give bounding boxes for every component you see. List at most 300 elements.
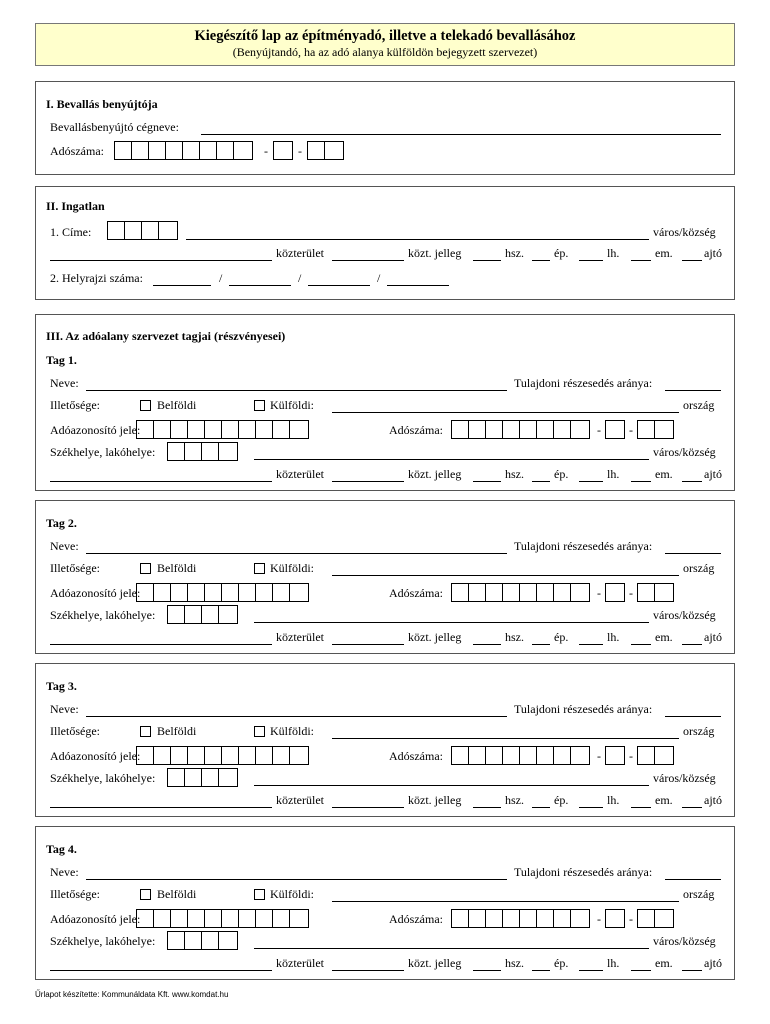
tax-number-county-boxes[interactable]: [637, 909, 674, 928]
digit-cell[interactable]: [571, 910, 588, 927]
digit-cell[interactable]: [256, 747, 273, 764]
digit-cell[interactable]: [132, 142, 149, 159]
seat-label: Székhelye, lakóhelye:: [50, 445, 156, 459]
tax-id-label: Adóazonosító jele:: [50, 423, 141, 437]
seat-city-field[interactable]: [254, 948, 649, 949]
country-field[interactable]: [332, 901, 679, 902]
digit-cell[interactable]: [273, 584, 290, 601]
ownership-share-field[interactable]: [665, 390, 721, 391]
form-title: Kiegészítő lap az építményadó, illetve a telekadó bevallásához: [194, 28, 576, 44]
digit-cell[interactable]: [188, 747, 205, 764]
digit-cell[interactable]: [537, 747, 554, 764]
stair-label: lh.: [607, 246, 620, 260]
tax-number-base-boxes[interactable]: [114, 141, 253, 160]
house-number-field[interactable]: [473, 481, 501, 482]
digit-cell[interactable]: [655, 910, 672, 927]
digit-cell[interactable]: [185, 606, 202, 623]
digit-cell[interactable]: [655, 747, 672, 764]
ownership-share-label: Tulajdoni részesedés aránya:: [514, 376, 653, 390]
tax-number-vat-box[interactable]: [605, 746, 625, 765]
digit-cell[interactable]: [503, 747, 520, 764]
tax-number-vat-box[interactable]: [273, 141, 293, 160]
tax-number-dash: -: [597, 586, 601, 600]
stair-field[interactable]: [579, 260, 603, 261]
house-number-label: hsz.: [505, 246, 524, 260]
digit-cell[interactable]: [325, 142, 342, 159]
foreign-label: Külföldi:: [270, 887, 314, 901]
tax-number-dash: -: [629, 586, 633, 600]
street-name-field[interactable]: [50, 481, 272, 482]
section-title: II. Ingatlan: [46, 199, 105, 213]
digit-cell[interactable]: [239, 747, 256, 764]
domestic-checkbox[interactable]: [140, 400, 151, 411]
floor-label: em.: [655, 956, 673, 970]
digit-cell[interactable]: [308, 142, 325, 159]
member-title: Tag 2.: [46, 516, 77, 530]
house-number-label: hsz.: [505, 630, 524, 644]
street-label: közterület: [276, 246, 324, 260]
ownership-share-label: Tulajdoni részesedés aránya:: [514, 539, 653, 553]
member-name-label: Neve:: [50, 539, 79, 553]
foreign-label: Külföldi:: [270, 398, 314, 412]
street-name-field[interactable]: [50, 807, 272, 808]
floor-field[interactable]: [631, 481, 651, 482]
digit-cell[interactable]: [222, 910, 239, 927]
digit-cell[interactable]: [571, 747, 588, 764]
tax-number-vat-box[interactable]: [605, 909, 625, 928]
city-suffix: város/község: [653, 225, 716, 239]
digit-cell[interactable]: [274, 142, 291, 159]
digit-cell[interactable]: [202, 769, 219, 786]
tax-number-dash: -: [597, 423, 601, 437]
digit-cell[interactable]: [185, 769, 202, 786]
digit-cell[interactable]: [137, 747, 154, 764]
form-header: [35, 23, 735, 66]
digit-cell[interactable]: [219, 443, 236, 460]
member-panel: [35, 500, 735, 654]
door-label: ajtó: [704, 630, 722, 644]
stair-field[interactable]: [579, 807, 603, 808]
member-panel: [35, 826, 735, 980]
plot-number-field[interactable]: [308, 285, 370, 286]
tax-id-label: Adóazonosító jele:: [50, 749, 141, 763]
street-name-field[interactable]: [50, 260, 272, 261]
digit-cell[interactable]: [154, 584, 171, 601]
digit-cell[interactable]: [486, 747, 503, 764]
postal-code-boxes[interactable]: [167, 931, 238, 950]
stair-label: lh.: [607, 630, 620, 644]
building-field[interactable]: [532, 970, 550, 971]
digit-cell[interactable]: [452, 910, 469, 927]
house-number-field[interactable]: [473, 807, 501, 808]
digit-cell[interactable]: [205, 910, 222, 927]
foreign-label: Külföldi:: [270, 724, 314, 738]
seat-city-field[interactable]: [254, 459, 649, 460]
street-type-field[interactable]: [332, 807, 404, 808]
digit-cell[interactable]: [154, 421, 171, 438]
foreign-checkbox[interactable]: [254, 563, 265, 574]
digit-cell[interactable]: [154, 747, 171, 764]
tax-number-base-boxes[interactable]: [451, 420, 590, 439]
digit-cell[interactable]: [125, 222, 142, 239]
floor-field[interactable]: [631, 644, 651, 645]
digit-cell[interactable]: [469, 910, 486, 927]
digit-cell[interactable]: [142, 222, 159, 239]
digit-cell[interactable]: [290, 584, 307, 601]
digit-cell[interactable]: [290, 747, 307, 764]
building-field[interactable]: [532, 807, 550, 808]
country-field[interactable]: [332, 412, 679, 413]
tax-number-county-boxes[interactable]: [307, 141, 344, 160]
tax-id-boxes[interactable]: [136, 420, 309, 439]
door-label: ajtó: [704, 956, 722, 970]
ownership-share-field[interactable]: [665, 716, 721, 717]
digit-cell[interactable]: [219, 769, 236, 786]
street-type-field[interactable]: [332, 644, 404, 645]
ownership-share-field[interactable]: [665, 879, 721, 880]
digit-cell[interactable]: [273, 421, 290, 438]
digit-cell[interactable]: [222, 421, 239, 438]
tax-number-label: Adószáma:: [389, 749, 443, 763]
digit-cell[interactable]: [606, 584, 623, 601]
street-type-label: közt. jelleg: [408, 467, 462, 481]
postal-code-boxes[interactable]: [167, 605, 238, 624]
section-title: I. Bevallás benyújtója: [46, 97, 158, 111]
building-label: ép.: [554, 467, 569, 481]
digit-cell[interactable]: [606, 421, 623, 438]
digit-cell[interactable]: [171, 421, 188, 438]
tax-number-dash: -: [597, 749, 601, 763]
digit-cell[interactable]: [171, 584, 188, 601]
city-suffix: város/község: [653, 771, 716, 785]
tax-number-base-boxes[interactable]: [451, 583, 590, 602]
floor-field[interactable]: [631, 260, 651, 261]
digit-cell[interactable]: [239, 421, 256, 438]
digit-cell[interactable]: [222, 584, 239, 601]
digit-cell[interactable]: [486, 910, 503, 927]
tax-id-boxes[interactable]: [136, 746, 309, 765]
building-field[interactable]: [532, 644, 550, 645]
digit-cell[interactable]: [234, 142, 251, 159]
door-field[interactable]: [682, 481, 702, 482]
tax-number-vat-box[interactable]: [605, 420, 625, 439]
company-name-label: Bevallásbenyújtó cégneve:: [50, 120, 179, 134]
digit-cell[interactable]: [171, 910, 188, 927]
stair-label: lh.: [607, 956, 620, 970]
postal-code-boxes[interactable]: [167, 768, 238, 787]
seat-label: Székhelye, lakóhelye:: [50, 934, 156, 948]
domestic-checkbox[interactable]: [140, 889, 151, 900]
digit-cell[interactable]: [520, 584, 537, 601]
house-number-field[interactable]: [473, 970, 501, 971]
digit-cell[interactable]: [185, 443, 202, 460]
digit-cell[interactable]: [606, 910, 623, 927]
digit-cell[interactable]: [202, 606, 219, 623]
digit-cell[interactable]: [154, 910, 171, 927]
tax-number-label: Adószáma:: [389, 423, 443, 437]
tax-id-boxes[interactable]: [136, 909, 309, 928]
digit-cell[interactable]: [256, 910, 273, 927]
digit-cell[interactable]: [537, 584, 554, 601]
digit-cell[interactable]: [273, 910, 290, 927]
street-label: közterület: [276, 467, 324, 481]
digit-cell[interactable]: [452, 421, 469, 438]
floor-label: em.: [655, 246, 673, 260]
section-members: [35, 314, 735, 491]
digit-cell[interactable]: [452, 747, 469, 764]
foreign-checkbox[interactable]: [254, 726, 265, 737]
member-title: Tag 1.: [46, 353, 77, 367]
building-label: ép.: [554, 246, 569, 260]
digit-cell[interactable]: [537, 421, 554, 438]
domestic-label: Belföldi: [157, 724, 197, 738]
plot-slash: /: [377, 271, 381, 285]
plot-number-label: 2. Helyrajzi száma:: [50, 271, 143, 285]
digit-cell[interactable]: [290, 421, 307, 438]
building-field[interactable]: [532, 260, 550, 261]
street-type-field[interactable]: [332, 481, 404, 482]
postal-code-boxes[interactable]: [167, 442, 238, 461]
plot-number-field[interactable]: [153, 285, 211, 286]
digit-cell[interactable]: [188, 584, 205, 601]
digit-cell[interactable]: [503, 421, 520, 438]
building-label: ép.: [554, 630, 569, 644]
floor-field[interactable]: [631, 970, 651, 971]
digit-cell[interactable]: [520, 421, 537, 438]
tax-number-base-boxes[interactable]: [451, 746, 590, 765]
ownership-share-label: Tulajdoni részesedés aránya:: [514, 702, 653, 716]
seat-city-field[interactable]: [254, 785, 649, 786]
floor-label: em.: [655, 793, 673, 807]
plot-number-field[interactable]: [387, 285, 449, 286]
street-type-label: közt. jelleg: [408, 630, 462, 644]
digit-cell[interactable]: [638, 747, 655, 764]
tax-id-boxes[interactable]: [136, 583, 309, 602]
floor-field[interactable]: [631, 807, 651, 808]
address-label: 1. Címe:: [50, 225, 92, 239]
domestic-label: Belföldi: [157, 561, 197, 575]
street-name-field[interactable]: [50, 644, 272, 645]
domestic-checkbox[interactable]: [140, 726, 151, 737]
section-title: III. Az adóalany szervezet tagjai (részvényesei): [46, 329, 286, 343]
postal-code-boxes[interactable]: [107, 221, 178, 240]
digit-cell[interactable]: [469, 421, 486, 438]
house-number-label: hsz.: [505, 467, 524, 481]
ownership-share-label: Tulajdoni részesedés aránya:: [514, 865, 653, 879]
digit-cell[interactable]: [239, 910, 256, 927]
building-label: ép.: [554, 956, 569, 970]
building-field[interactable]: [532, 481, 550, 482]
member-name-label: Neve:: [50, 376, 79, 390]
digit-cell[interactable]: [503, 910, 520, 927]
digit-cell[interactable]: [219, 606, 236, 623]
door-label: ajtó: [704, 793, 722, 807]
digit-cell[interactable]: [606, 747, 623, 764]
ownership-share-field[interactable]: [665, 553, 721, 554]
section-property: [35, 186, 735, 300]
footer-credit: Űrlapot készítette: Kommunáldata Kft. www.komdat.hu: [35, 990, 229, 999]
city-field[interactable]: [186, 239, 649, 240]
street-label: közterület: [276, 630, 324, 644]
company-name-field[interactable]: [201, 134, 721, 135]
digit-cell[interactable]: [469, 584, 486, 601]
digit-cell[interactable]: [159, 222, 176, 239]
digit-cell[interactable]: [554, 421, 571, 438]
digit-cell[interactable]: [183, 142, 200, 159]
digit-cell[interactable]: [486, 421, 503, 438]
digit-cell[interactable]: [137, 421, 154, 438]
tax-number-dash: -: [298, 144, 302, 158]
digit-cell[interactable]: [185, 932, 202, 949]
tax-number-base-boxes[interactable]: [451, 909, 590, 928]
seat-city-field[interactable]: [254, 622, 649, 623]
tax-number-county-boxes[interactable]: [637, 583, 674, 602]
tax-number-label: Adószáma:: [389, 586, 443, 600]
residence-label: Illetősége:: [50, 561, 100, 575]
country-suffix: ország: [683, 561, 715, 575]
door-field[interactable]: [682, 970, 702, 971]
stair-field[interactable]: [579, 970, 603, 971]
digit-cell[interactable]: [655, 421, 672, 438]
stair-field[interactable]: [579, 644, 603, 645]
door-label: ajtó: [704, 467, 722, 481]
digit-cell[interactable]: [638, 421, 655, 438]
tax-number-dash: -: [629, 423, 633, 437]
digit-cell[interactable]: [202, 932, 219, 949]
digit-cell[interactable]: [655, 584, 672, 601]
digit-cell[interactable]: [554, 910, 571, 927]
city-suffix: város/község: [653, 934, 716, 948]
digit-cell[interactable]: [256, 584, 273, 601]
digit-cell[interactable]: [137, 910, 154, 927]
seat-label: Székhelye, lakóhelye:: [50, 771, 156, 785]
digit-cell[interactable]: [205, 584, 222, 601]
street-type-field[interactable]: [332, 260, 404, 261]
tax-number-label: Adószáma:: [50, 144, 104, 158]
digit-cell[interactable]: [520, 910, 537, 927]
digit-cell[interactable]: [239, 584, 256, 601]
section-filer: [35, 81, 735, 175]
digit-cell[interactable]: [554, 747, 571, 764]
tax-number-dash: -: [597, 912, 601, 926]
digit-cell[interactable]: [256, 421, 273, 438]
digit-cell[interactable]: [171, 747, 188, 764]
digit-cell[interactable]: [168, 443, 185, 460]
tax-id-label: Adóazonosító jele:: [50, 586, 141, 600]
member-name-field[interactable]: [86, 553, 507, 554]
door-field[interactable]: [682, 260, 702, 261]
member-title: Tag 4.: [46, 842, 77, 856]
member-title: Tag 3.: [46, 679, 77, 693]
member-name-field[interactable]: [86, 879, 507, 880]
plot-slash: /: [219, 271, 223, 285]
digit-cell[interactable]: [202, 443, 219, 460]
digit-cell[interactable]: [200, 142, 217, 159]
tax-number-county-boxes[interactable]: [637, 746, 674, 765]
stair-field[interactable]: [579, 481, 603, 482]
digit-cell[interactable]: [520, 747, 537, 764]
digit-cell[interactable]: [188, 910, 205, 927]
member-name-label: Neve:: [50, 702, 79, 716]
door-field[interactable]: [682, 644, 702, 645]
street-type-label: közt. jelleg: [408, 246, 462, 260]
street-type-label: közt. jelleg: [408, 793, 462, 807]
digit-cell[interactable]: [571, 421, 588, 438]
street-type-field[interactable]: [332, 970, 404, 971]
member-name-field[interactable]: [86, 716, 507, 717]
door-label: ajtó: [704, 246, 722, 260]
floor-label: em.: [655, 630, 673, 644]
digit-cell[interactable]: [166, 142, 183, 159]
digit-cell[interactable]: [168, 606, 185, 623]
digit-cell[interactable]: [290, 910, 307, 927]
digit-cell[interactable]: [137, 584, 154, 601]
tax-number-county-boxes[interactable]: [637, 420, 674, 439]
residence-label: Illetősége:: [50, 724, 100, 738]
stair-label: lh.: [607, 467, 620, 481]
digit-cell[interactable]: [205, 747, 222, 764]
country-suffix: ország: [683, 724, 715, 738]
digit-cell[interactable]: [108, 222, 125, 239]
member-name-field[interactable]: [86, 390, 507, 391]
plot-number-field[interactable]: [229, 285, 291, 286]
tax-number-dash: -: [629, 749, 633, 763]
digit-cell[interactable]: [217, 142, 234, 159]
house-number-field[interactable]: [473, 260, 501, 261]
residence-label: Illetősége:: [50, 887, 100, 901]
residence-label: Illetősége:: [50, 398, 100, 412]
door-field[interactable]: [682, 807, 702, 808]
domestic-label: Belföldi: [157, 398, 197, 412]
digit-cell[interactable]: [219, 932, 236, 949]
digit-cell[interactable]: [115, 142, 132, 159]
country-field[interactable]: [332, 575, 679, 576]
city-suffix: város/község: [653, 608, 716, 622]
country-field[interactable]: [332, 738, 679, 739]
tax-number-vat-box[interactable]: [605, 583, 625, 602]
digit-cell[interactable]: [503, 584, 520, 601]
digit-cell[interactable]: [638, 910, 655, 927]
digit-cell[interactable]: [188, 421, 205, 438]
house-number-field[interactable]: [473, 644, 501, 645]
foreign-checkbox[interactable]: [254, 889, 265, 900]
digit-cell[interactable]: [168, 932, 185, 949]
street-label: közterület: [276, 793, 324, 807]
building-label: ép.: [554, 793, 569, 807]
foreign-checkbox[interactable]: [254, 400, 265, 411]
digit-cell[interactable]: [537, 910, 554, 927]
digit-cell[interactable]: [554, 584, 571, 601]
digit-cell[interactable]: [205, 421, 222, 438]
country-suffix: ország: [683, 887, 715, 901]
street-name-field[interactable]: [50, 970, 272, 971]
digit-cell[interactable]: [571, 584, 588, 601]
tax-number-label: Adószáma:: [389, 912, 443, 926]
seat-label: Székhelye, lakóhelye:: [50, 608, 156, 622]
digit-cell[interactable]: [486, 584, 503, 601]
digit-cell[interactable]: [168, 769, 185, 786]
tax-number-dash: -: [629, 912, 633, 926]
country-suffix: ország: [683, 398, 715, 412]
digit-cell[interactable]: [149, 142, 166, 159]
street-label: közterület: [276, 956, 324, 970]
domestic-checkbox[interactable]: [140, 563, 151, 574]
digit-cell[interactable]: [638, 584, 655, 601]
digit-cell[interactable]: [273, 747, 290, 764]
digit-cell[interactable]: [469, 747, 486, 764]
digit-cell[interactable]: [452, 584, 469, 601]
digit-cell[interactable]: [222, 747, 239, 764]
